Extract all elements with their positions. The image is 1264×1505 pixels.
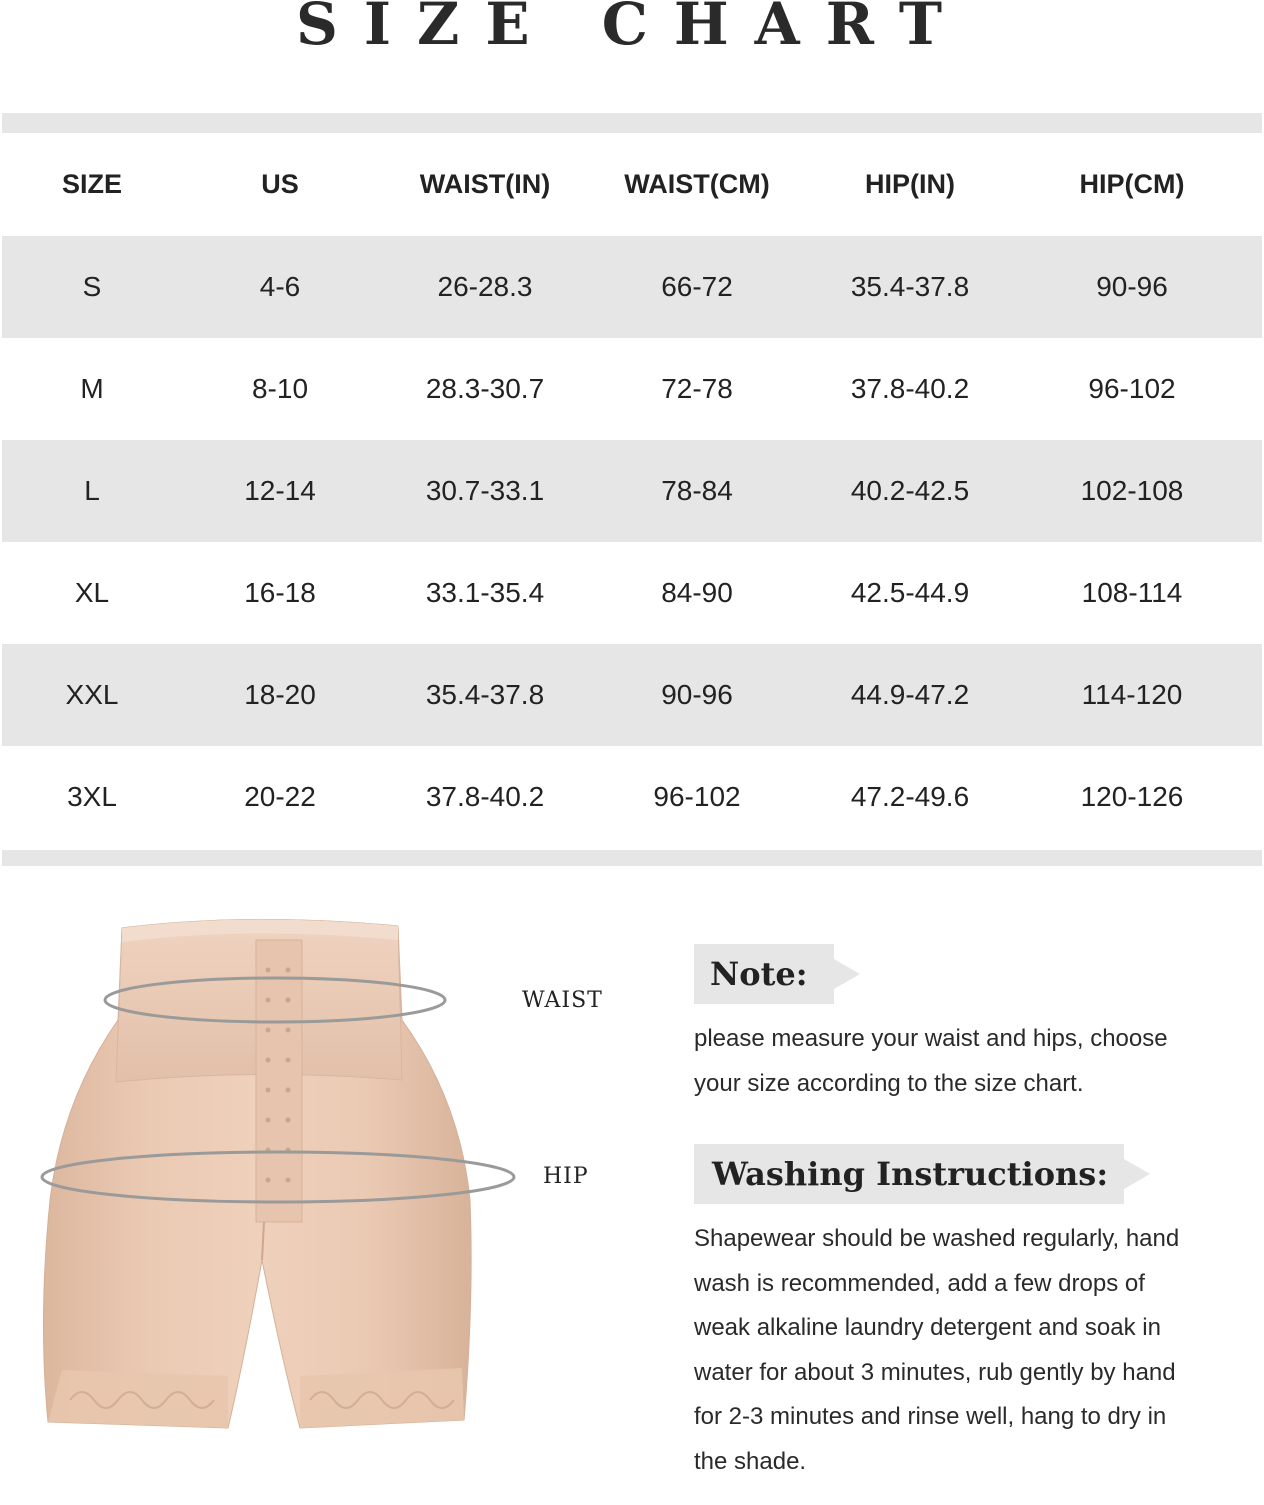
cell-waist-in: 33.1-35.4	[425, 577, 545, 608]
header-us: US	[261, 169, 299, 199]
washing-line: weak alkaline laundry detergent and soak in	[694, 1314, 1161, 1342]
cell-us: 18-20	[244, 679, 316, 710]
table-row	[2, 440, 1262, 542]
note-text	[694, 1017, 1254, 1106]
cell-us: 4-6	[259, 271, 301, 302]
washing-arrow-icon	[1124, 1159, 1150, 1189]
size-table	[2, 133, 1262, 848]
cell-size: L	[84, 475, 100, 506]
note-arrow-icon	[834, 959, 860, 989]
cell-waist-cm: 78-84	[661, 475, 733, 506]
cell-hip-cm: 96-102	[1088, 373, 1176, 404]
cell-hip-cm: 108-114	[1081, 577, 1183, 608]
hip-label: HIP	[543, 1164, 589, 1189]
cell-hip-in: 40.2-42.5	[850, 475, 970, 506]
note-heading: Note:	[694, 944, 834, 1004]
cell-size: XXL	[65, 679, 119, 710]
washing-line: Shapewear should be washed regularly, hand	[694, 1225, 1180, 1252]
table-row	[2, 236, 1262, 338]
cell-hip-in: 37.8-40.2	[850, 373, 970, 404]
page-title: SIZE CHART	[295, 0, 969, 58]
cell-hip-in: 44.9-47.2	[850, 679, 970, 710]
cell-waist-in: 30.7-33.1	[425, 475, 545, 506]
waist-label: WAIST	[522, 988, 603, 1013]
cell-waist-cm: 90-96	[661, 679, 733, 710]
header-size: SIZE	[61, 169, 122, 199]
washing-line: wash is recommended, add a few drops of	[694, 1269, 1145, 1297]
cell-hip-cm: 120-126	[1080, 781, 1184, 812]
cell-size: XL	[74, 577, 110, 608]
cell-waist-in: 37.8-40.2	[425, 781, 545, 812]
table-bottom-band	[2, 850, 1262, 866]
cell-size: S	[82, 271, 102, 302]
table-row	[2, 338, 1262, 440]
cell-hip-cm: 102-108	[1080, 475, 1184, 506]
cell-waist-in: 26-28.3	[437, 271, 533, 302]
header-hip-cm: HIP(CM)	[1079, 169, 1185, 199]
cell-waist-cm: 96-102	[653, 781, 741, 812]
washing-heading: Washing Instructions:	[694, 1144, 1124, 1204]
cell-hip-cm: 90-96	[1096, 271, 1168, 302]
cell-waist-in: 35.4-37.8	[425, 679, 545, 710]
cell-us: 20-22	[244, 781, 316, 812]
cell-waist-in: 28.3-30.7	[425, 373, 545, 404]
washing-text	[694, 1217, 1259, 1485]
cell-waist-cm: 84-90	[661, 577, 733, 608]
table-row	[2, 746, 1262, 848]
cell-hip-in: 42.5-44.9	[850, 577, 970, 608]
header-hip-in: HIP(IN)	[865, 169, 955, 199]
cell-us: 8-10	[251, 373, 309, 404]
table-top-band	[2, 113, 1262, 133]
cell-waist-cm: 72-78	[661, 373, 733, 404]
cell-us: 12-14	[244, 475, 316, 506]
table-row	[2, 542, 1262, 644]
cell-us: 16-18	[244, 577, 316, 608]
header-waist-cm: WAIST(CM)	[624, 169, 770, 199]
table-header-row	[2, 133, 1262, 236]
header-waist-in: WAIST(IN)	[419, 169, 551, 199]
cell-hip-in: 47.2-49.6	[850, 781, 970, 812]
table-row	[2, 644, 1262, 746]
washing-line: the shade.	[694, 1447, 807, 1475]
cell-hip-in: 35.4-37.8	[850, 271, 970, 302]
washing-line: water for about 3 minutes, rub gently by hand	[694, 1358, 1176, 1386]
note-line: your size according to the size chart.	[694, 1069, 1084, 1097]
cell-size: 3XL	[67, 781, 117, 812]
cell-size: M	[80, 373, 104, 404]
note-line: please measure your waist and hips, choose	[694, 1025, 1168, 1052]
cell-waist-cm: 66-72	[661, 271, 733, 302]
cell-hip-cm: 114-120	[1081, 679, 1183, 710]
washing-line: for 2-3 minutes and rinse well, hang to dry in	[694, 1403, 1167, 1431]
